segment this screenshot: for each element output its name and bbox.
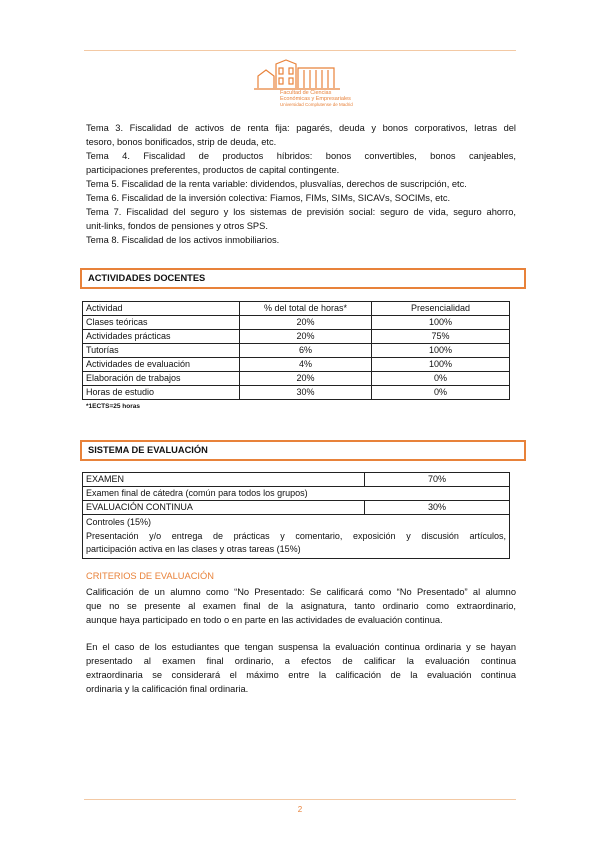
tema-3-line-2: tesoro, bonos bonificados, strip de deuda, etc. xyxy=(86,137,277,147)
controles-text: Controles (15%) xyxy=(86,517,152,527)
criterios-para-1 xyxy=(86,585,516,627)
presentacion-line-2: participación activa en las clases y otras tareas (15%) xyxy=(86,544,301,554)
continua-row xyxy=(83,501,510,515)
evaluacion-heading: SISTEMA DE EVALUACIÓN xyxy=(80,440,526,461)
tema-7-line-2: unit-links, fondos de pensiones y otros SPS. xyxy=(86,221,268,231)
examen-desc: Examen final de cátedra (común para todos los grupos) xyxy=(83,487,510,501)
logo-line-2: Económicas y Empresariales xyxy=(280,96,351,102)
criterio-line: En el caso de los estudiantes que tengan suspensa la evaluación continua ordinaria y se hayan xyxy=(86,642,516,652)
examen-pct: 70% xyxy=(365,473,510,487)
evaluacion-table xyxy=(82,472,510,559)
presentacion-line-1: Presentación y/o entrega de prácticas y comentario, exposición y discusión artículos, xyxy=(86,530,506,541)
footer-rule xyxy=(84,799,516,800)
table-row xyxy=(83,344,510,358)
cell-presencialidad: 100% xyxy=(372,358,510,372)
tema-6: Tema 6. Fiscalidad de la inversión colectiva: Fiamos, FIMs, SIMs, SICAVs, SOCIMs, etc. xyxy=(86,193,451,203)
temario-list xyxy=(86,121,516,247)
continua-pct: 30% xyxy=(365,501,510,515)
cell-presencialidad: 100% xyxy=(372,316,510,330)
criterio-line: aunque haya participado en todo o en parte en las actividades de evaluación continua. xyxy=(86,615,443,625)
cell-horas: 4% xyxy=(240,358,372,372)
logo-line-3: Universidad Complutense de Madrid xyxy=(280,102,353,107)
tema-7-line-1: Tema 7. Fiscalidad del seguro y los sistemas de previsión social: seguro de vida, seguro ahorro, xyxy=(86,207,516,217)
criterio-line: que no se presente al examen final de la asignatura, tanto ordinario como extraordinario, xyxy=(86,601,516,611)
col-actividad: Actividad xyxy=(83,302,240,316)
ects-footnote: *1ECTS=25 horas xyxy=(86,403,141,410)
tema-8: Tema 8. Fiscalidad de los activos inmobiliarios. xyxy=(86,235,280,245)
cell-presencialidad: 0% xyxy=(372,386,510,400)
continua-desc-row xyxy=(83,515,510,559)
cell-actividad: Elaboración de trabajos xyxy=(83,372,240,386)
cell-horas: 20% xyxy=(240,330,372,344)
actividades-table xyxy=(82,301,510,400)
logo-line-1: Facultad de Ciencias xyxy=(280,90,332,96)
cell-actividad: Actividades prácticas xyxy=(83,330,240,344)
cell-horas: 20% xyxy=(240,316,372,330)
table-header-row xyxy=(83,302,510,316)
cell-actividad: Actividades de evaluación xyxy=(83,358,240,372)
criterios-para-2 xyxy=(86,640,516,696)
criterio-line: extraordinaria se considerará el máximo entre la calificación de la evaluación continua xyxy=(86,670,516,680)
cell-presencialidad: 100% xyxy=(372,344,510,358)
criterio-line: presentado al examen final ordinario, a efectos de calificar la evaluación continua xyxy=(86,656,516,666)
page-number: 2 xyxy=(297,805,303,814)
tema-3-line-1: Tema 3. Fiscalidad de activos de renta fija: pagarés, deuda y bonos corporativos, letras del xyxy=(86,123,516,133)
table-row xyxy=(83,386,510,400)
cell-actividad: Clases teóricas xyxy=(83,316,240,330)
cell-horas: 30% xyxy=(240,386,372,400)
continua-desc xyxy=(83,515,510,559)
col-horas: % del total de horas* xyxy=(240,302,372,316)
continua-label: EVALUACIÓN CONTINUA xyxy=(83,501,365,515)
faculty-logo xyxy=(252,58,353,110)
examen-label: EXAMEN xyxy=(83,473,365,487)
criterio-line: ordinaria y la calificación final ordinaria. xyxy=(86,684,249,694)
table-row xyxy=(83,372,510,386)
examen-row xyxy=(83,473,510,487)
tema-4-line-1: Tema 4. Fiscalidad de productos híbridos: bonos convertibles, bonos canjeables, xyxy=(86,151,516,161)
table-row xyxy=(83,316,510,330)
criterios-title: CRITERIOS DE EVALUACIÓN xyxy=(86,571,214,581)
actividades-heading: ACTIVIDADES DOCENTES xyxy=(80,268,526,289)
tema-5: Tema 5. Fiscalidad de la renta variable: dividendos, plusvalías, derechos de suscripción, etc. xyxy=(86,179,467,189)
cell-actividad: Tutorías xyxy=(83,344,240,358)
cell-horas: 6% xyxy=(240,344,372,358)
examen-desc-row xyxy=(83,487,510,501)
col-presencialidad: Presencialidad xyxy=(372,302,510,316)
table-row xyxy=(83,358,510,372)
cell-horas: 20% xyxy=(240,372,372,386)
building-logo-icon xyxy=(252,58,348,92)
criterio-line: Calificación de un alumno como “No Presentado: Se calificará como “No Presentado” al alumno xyxy=(86,587,516,597)
tema-4-line-2: participaciones preferentes, productos de capital contingente. xyxy=(86,165,340,175)
table-row xyxy=(83,330,510,344)
cell-presencialidad: 75% xyxy=(372,330,510,344)
cell-actividad: Horas de estudio xyxy=(83,386,240,400)
header-rule xyxy=(84,50,516,51)
cell-presencialidad: 0% xyxy=(372,372,510,386)
